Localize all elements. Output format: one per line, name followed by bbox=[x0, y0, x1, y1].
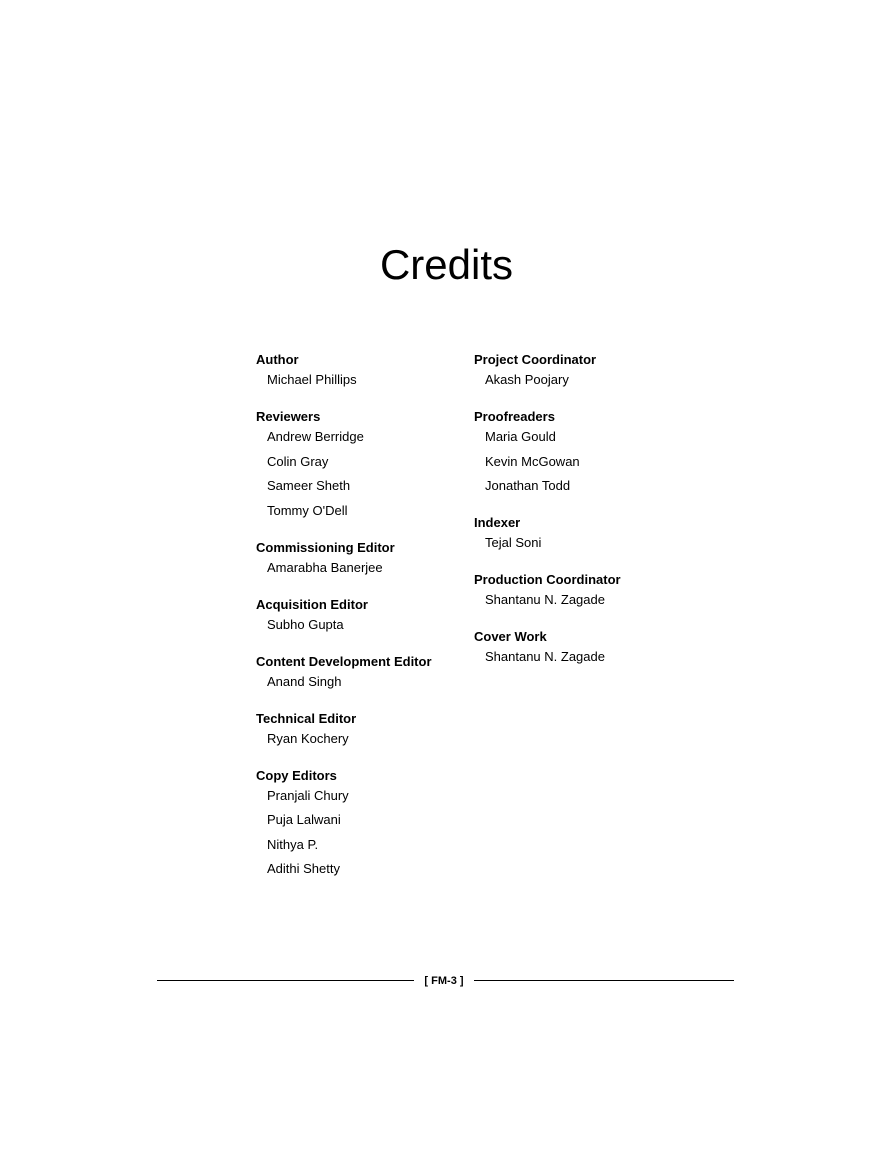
footer-rule-left bbox=[157, 980, 414, 981]
credit-name: Puja Lalwani bbox=[267, 812, 341, 827]
credit-section bbox=[256, 539, 432, 576]
page-number-label: FM-3 bbox=[431, 975, 457, 987]
credit-section bbox=[256, 596, 432, 633]
credit-name: Anand Singh bbox=[267, 673, 342, 689]
credit-name: Shantanu N. Zagade bbox=[485, 649, 605, 664]
credit-section bbox=[474, 571, 621, 608]
credit-name: Akash Poojary bbox=[485, 372, 569, 387]
credit-name: Ryan Kochery bbox=[267, 730, 349, 746]
credit-section bbox=[474, 408, 621, 494]
credit-name: Sameer Sheth bbox=[267, 478, 351, 493]
credit-role: Content Development Editor bbox=[256, 653, 432, 669]
credit-role: Indexer bbox=[474, 515, 521, 530]
credit-role: Cover Work bbox=[474, 629, 547, 644]
credit-names bbox=[474, 428, 621, 494]
credit-names bbox=[474, 591, 621, 608]
credit-names bbox=[256, 730, 432, 747]
credit-role: Author bbox=[256, 352, 299, 367]
credit-name: Jonathan Todd bbox=[485, 478, 571, 493]
credit-section bbox=[256, 710, 432, 747]
credit-name: Amarabha Banerjee bbox=[267, 559, 383, 575]
credit-names bbox=[474, 534, 621, 551]
credit-names bbox=[474, 648, 621, 665]
credit-names bbox=[256, 673, 432, 690]
credit-role: Commissioning Editor bbox=[256, 539, 395, 555]
credit-name: Colin Gray bbox=[267, 453, 329, 469]
credit-name: Maria Gould bbox=[485, 429, 556, 444]
credit-section bbox=[474, 351, 621, 388]
credits-right-column bbox=[474, 351, 621, 685]
credit-name: Subho Gupta bbox=[267, 616, 344, 632]
credit-name: Kevin McGowan bbox=[485, 453, 580, 469]
credit-names bbox=[256, 616, 432, 633]
credit-section bbox=[256, 351, 432, 388]
credit-role: Acquisition Editor bbox=[256, 596, 368, 612]
credit-section bbox=[474, 628, 621, 665]
credit-role: Technical Editor bbox=[256, 710, 357, 726]
credit-role: Reviewers bbox=[256, 409, 321, 424]
credit-name: Michael Phillips bbox=[267, 372, 357, 387]
credit-name: Tejal Soni bbox=[485, 535, 542, 550]
credit-name: Shantanu N. Zagade bbox=[485, 592, 605, 607]
credit-name: Pranjali Chury bbox=[267, 787, 349, 803]
page-number: [ FM-3 ] bbox=[424, 975, 464, 987]
credit-role: Proofreaders bbox=[474, 409, 555, 424]
credit-names bbox=[256, 428, 432, 519]
credit-name: Nithya P. bbox=[267, 836, 319, 852]
credit-names bbox=[256, 787, 432, 878]
credit-name: Andrew Berridge bbox=[267, 429, 364, 444]
credit-role: Copy Editors bbox=[256, 767, 337, 783]
credit-section bbox=[256, 408, 432, 519]
credit-names bbox=[256, 371, 432, 388]
credit-name: Tommy O'Dell bbox=[267, 502, 348, 518]
page-title: Credits bbox=[379, 241, 514, 288]
footer-rule-right bbox=[474, 980, 734, 981]
credit-name: Adithi Shetty bbox=[267, 861, 340, 876]
credits-left-column bbox=[256, 351, 432, 897]
credit-section bbox=[256, 653, 432, 690]
credit-role: Project Coordinator bbox=[474, 352, 597, 367]
credit-section bbox=[256, 767, 432, 878]
credit-names bbox=[256, 559, 432, 576]
credit-section bbox=[474, 514, 621, 551]
credit-names bbox=[474, 371, 621, 388]
credit-role: Production Coordinator bbox=[474, 572, 621, 587]
page-footer bbox=[157, 974, 734, 990]
